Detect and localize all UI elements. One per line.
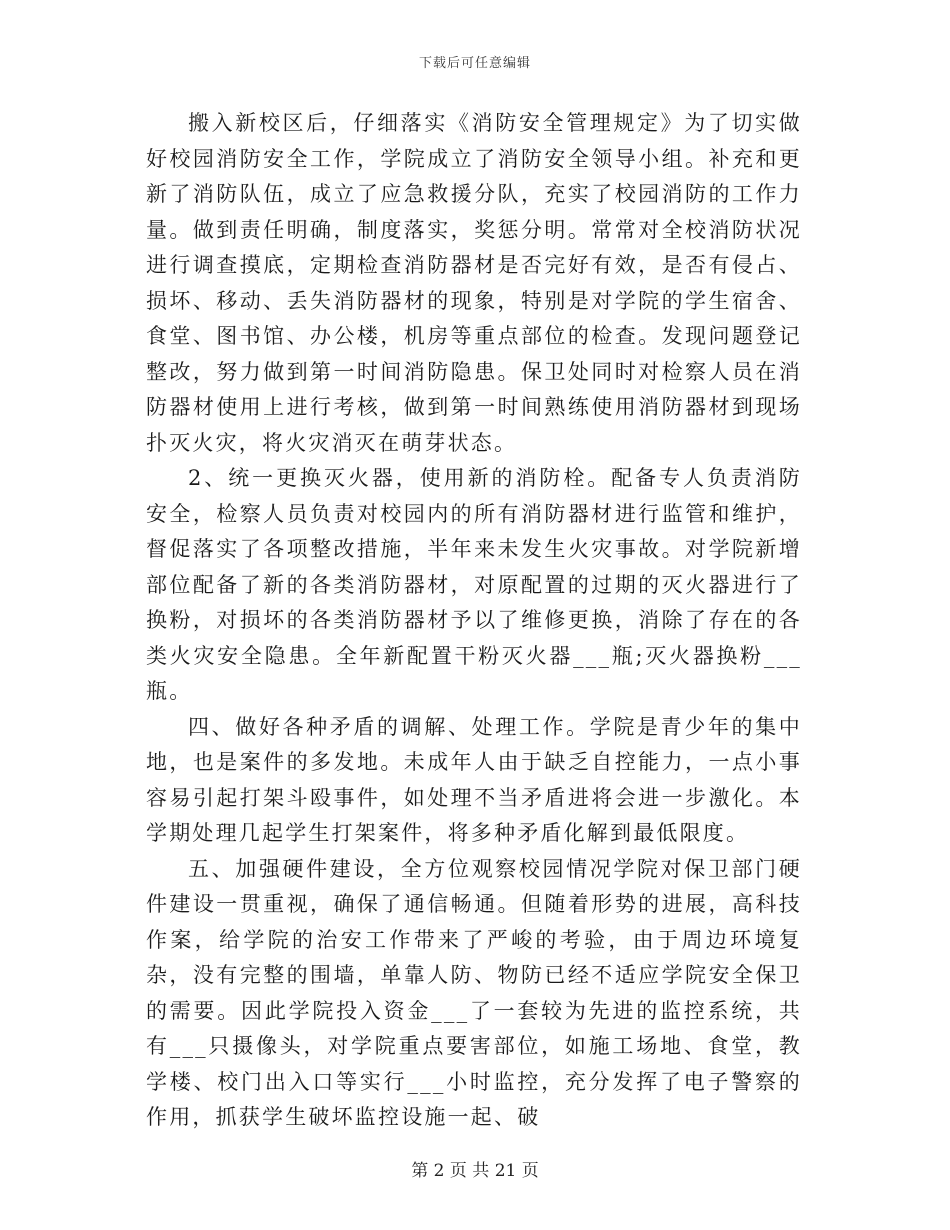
paragraph-conflict-mediation: 四、做好各种矛盾的调解、处理工作。学院是青少年的集中地，也是案件的多发地。未成年人由于缺乏自控能力，一点小事容易引起打架斗殴事件，如处理不当矛盾进将会进一步激化。本学期处理几起学生打架案件，将多种矛盾化解到最低限度。 (146, 714, 802, 845)
paragraph-hardware-construction: 五、加强硬件建设，全方位观察校园情况学院对保卫部门硬件建设一贯重视，确保了通信畅通。但随着形势的进展，高科技作案，给学院的治安工作带来了严峻的考验，由于周边环境复杂，没有完整的围墙，单靠人防、物防已经不适应学院安全保卫的需要。因此学院投入资金___了一套较为先进的监控系统，共有___只摄像头，对学院重点要害部位，如施工场地、食堂，教学楼、校门出入口等实行___小时监控，充分发挥了电子警察的作用，抓获学生破坏监控设施一起、破 (146, 856, 802, 1129)
page-header-note: 下载后可任意编辑 (418, 56, 531, 71)
paragraph-extinguisher-replacement: 2、统一更换灭火器，使用新的消防栓。配备专人负责消防安全，检察人员负责对校园内的所有消防器材进行监管和维护，督促落实了各项整改措施，半年来未发生火灾事故。对学院新增部位配备了新的各类消防器材，对原配置的过期的灭火器进行了换粉，对损坏的各类消防器材予以了维修更换，消除了存在的各类火灾安全隐患。全年新配置干粉灭火器___瓶;灭火器换粉___瓶。 (146, 466, 802, 703)
paragraph-fire-safety-management: 搬入新校区后，仔细落实《消防安全管理规定》为了切实做好校园消防安全工作，学院成立了消防安全领导小组。补充和更新了消防队伍，成立了应急救援分队，充实了校园消防的工作力量。做到责任明确，制度落实，奖惩分明。常常对全校消防状况进行调查摸底，定期检查消防器材是否完好有效，是否有侵占、损坏、移动、丢失消防器材的现象，特别是对学院的学生宿舍、食堂、图书馆、办公楼，机房等重点部位的检查。发现问题登记整改，努力做到第一时间消防隐患。保卫处同时对检察人员在消防器材使用上进行考核，做到第一时间熟练使用消防器材到现场扑灭火灾，将火灾消灭在萌芽状态。 (146, 111, 802, 455)
page-number-footer: 第 2 页 共 21 页 (411, 1161, 539, 1181)
document-body (146, 106, 802, 1136)
